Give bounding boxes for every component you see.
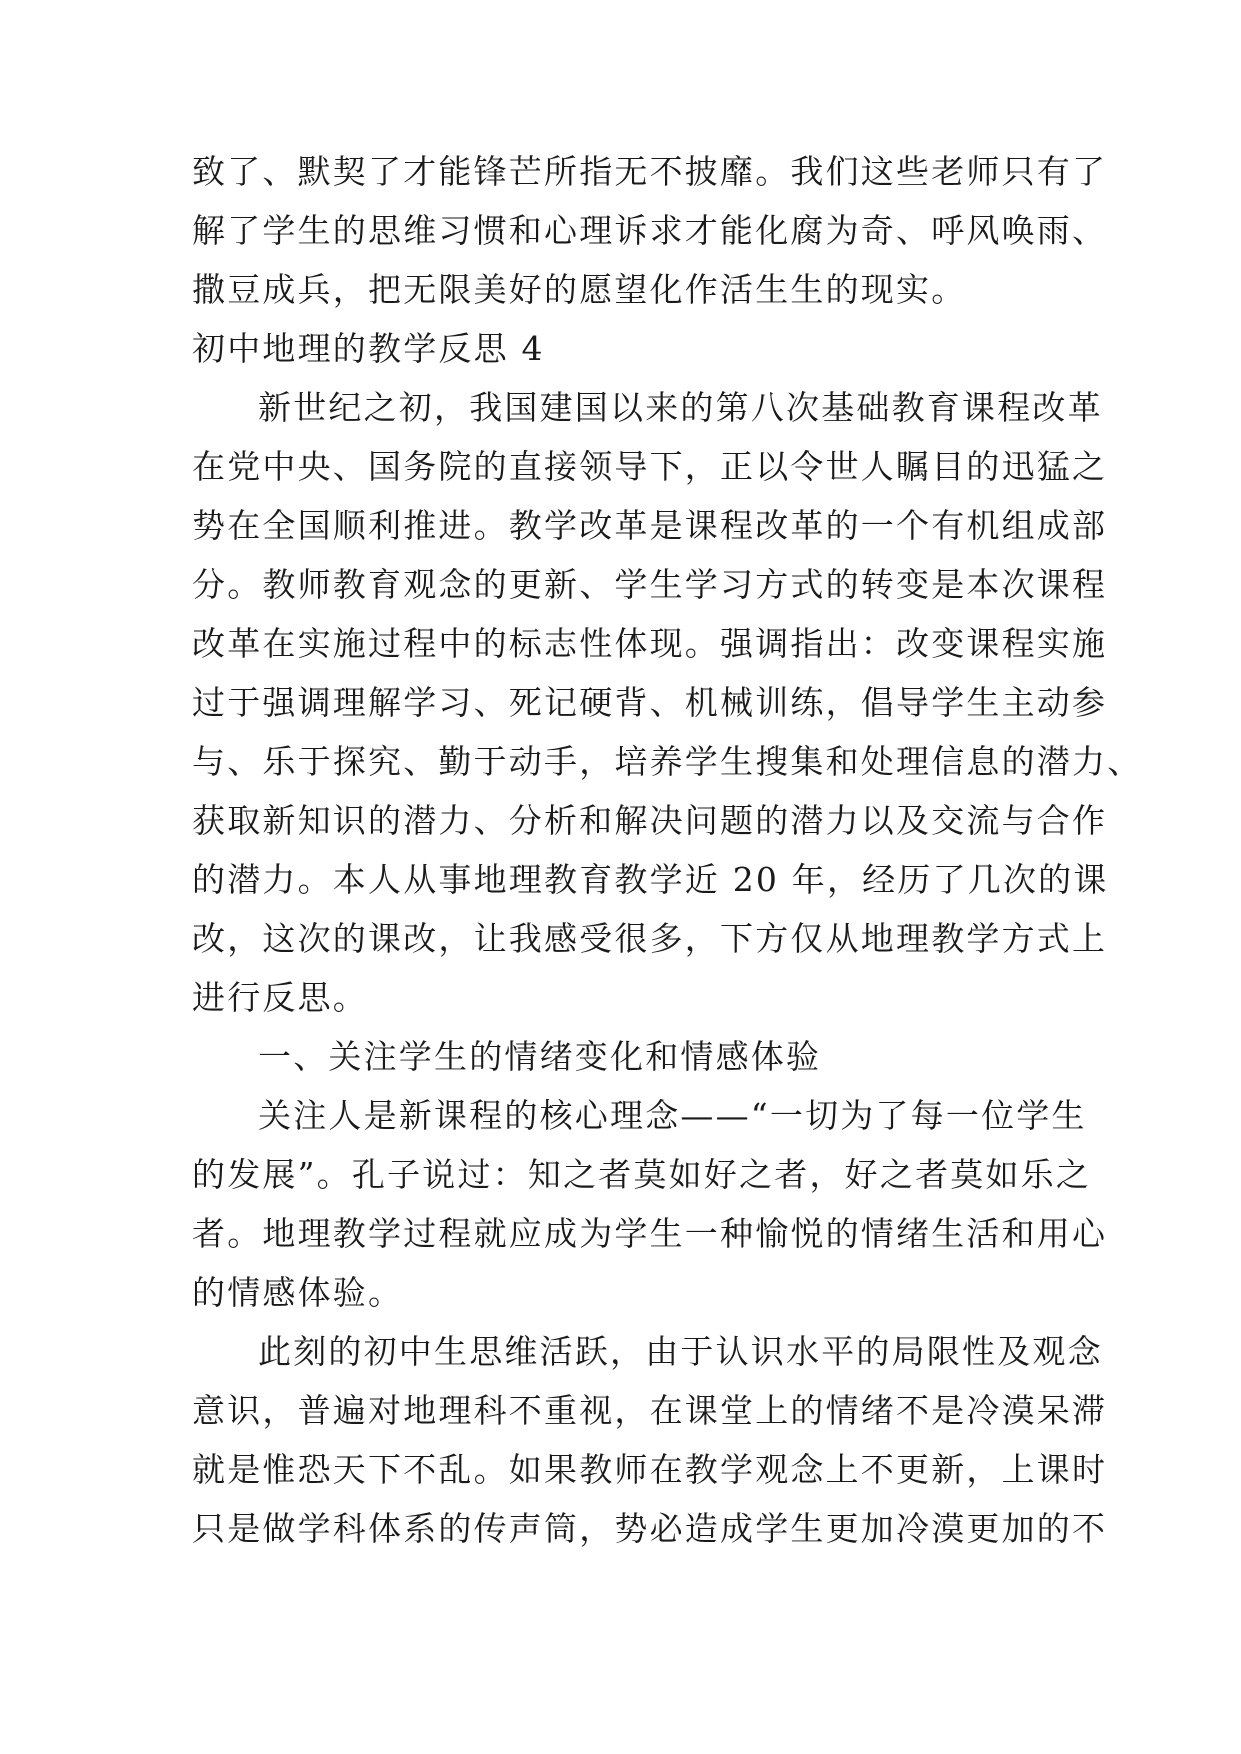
text-line: 解了学生的思维习惯和心理诉求才能化腐为奇、呼风唤雨、 bbox=[192, 211, 1108, 250]
text-line: 的发展”。孔子说过：知之者莫如好之者，好之者莫如乐之 bbox=[192, 1155, 1092, 1194]
text-line: 新世纪之初，我国建国以来的第八次基础教育课程改革 bbox=[258, 388, 1103, 427]
text-line: 过于强调理解学习、死记硬背、机械训练，倡导学生主动参 bbox=[192, 683, 1108, 722]
text-line: 与、乐于探究、勤于动手，培养学生搜集和处理信息的潜力、 bbox=[192, 742, 1143, 781]
text-line: 获取新知识的潜力、分析和解决问题的潜力以及交流与合作 bbox=[192, 801, 1108, 840]
subsection-heading: 一、关注学生的情绪变化和情感体验 bbox=[258, 1037, 822, 1076]
section-heading: 初中地理的教学反思 4 bbox=[192, 329, 545, 368]
text-line: 撒豆成兵，把无限美好的愿望化作活生生的现实。 bbox=[192, 270, 967, 309]
text-line: 分。教师教育观念的更新、学生学习方式的转变是本次课程 bbox=[192, 565, 1108, 604]
text-line: 致了、默契了才能锋芒所指无不披靡。我们这些老师只有了 bbox=[192, 152, 1108, 191]
text-line: 就是惟恐天下不乱。如果教师在教学观念上不更新，上课时 bbox=[192, 1450, 1108, 1489]
text-line: 改革在实施过程中的标志性体现。强调指出：改变课程实施 bbox=[192, 624, 1108, 663]
text-line: 者。地理教学过程就应成为学生一种愉悦的情绪生活和用心 bbox=[192, 1214, 1108, 1253]
text-line: 在党中央、国务院的直接领导下，正以令世人瞩目的迅猛之 bbox=[192, 447, 1108, 486]
text-line: 的潜力。本人从事地理教育教学近 20 年，经历了几次的课 bbox=[192, 860, 1109, 899]
text-line: 进行反思。 bbox=[192, 978, 368, 1017]
text-line: 势在全国顺利推进。教学改革是课程改革的一个有机组成部 bbox=[192, 506, 1108, 545]
text-line: 改，这次的课改，让我感受很多，下方仅从地理教学方式上 bbox=[192, 919, 1108, 958]
text-line: 的情感体验。 bbox=[192, 1273, 404, 1312]
text-line: 意识，普遍对地理科不重视，在课堂上的情绪不是冷漠呆滞 bbox=[192, 1391, 1108, 1430]
text-line: 关注人是新课程的核心理念——“一切为了每一位学生 bbox=[258, 1096, 1087, 1135]
text-line: 只是做学科体系的传声筒，势必造成学生更加冷漠更加的不 bbox=[192, 1509, 1108, 1548]
text-line: 此刻的初中生思维活跃，由于认识水平的局限性及观念 bbox=[258, 1332, 1103, 1371]
